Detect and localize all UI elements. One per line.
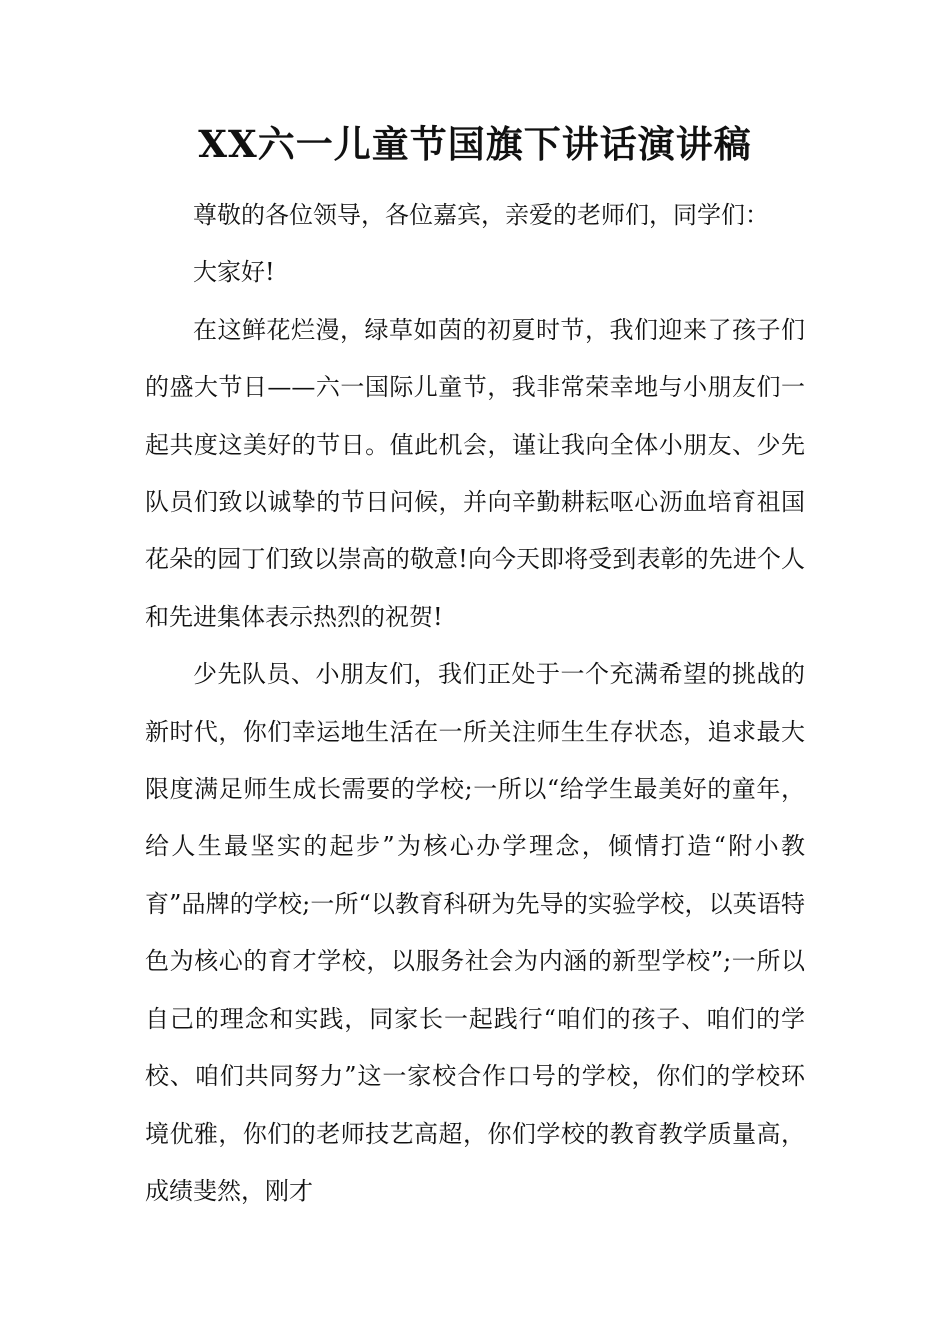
document-body <box>145 187 805 1220</box>
body-paragraph: 少先队员、小朋友们，我们正处于一个充满希望的挑战的新时代，你们幸运地生活在一所关注师生生存状态，追求最大限度满足师生成长需要的学校;一所以“给学生最美好的童年，给人生最坚实的起步”为核心办学理念，倾情打造“附小教育”品牌的学校;一所“以教育科研为先导的实验学校，以英语特色为核心的育才学校，以服务社会为内涵的新型学校”;一所以自己的理念和实践，同家长一起践行“咱们的孩子、咱们的学校、咱们共同努力”这一家校合作口号的学校，你们的学校环境优雅，你们的老师技艺高超，你们学校的教育教学质量高，成绩斐然，刚才 <box>145 660 805 1205</box>
salutation-paragraph: 尊敬的各位领导，各位嘉宾，亲爱的老师们，同学们： <box>193 201 769 229</box>
document-title: XX六一儿童节国旗下讲话演讲稿 <box>198 122 752 166</box>
body-paragraph: 在这鲜花烂漫，绿草如茵的初夏时节，我们迎来了孩子们的盛大节日——六一国际儿童节，我非常荣幸地与小朋友们一起共度这美好的节日。值此机会，谨让我向全体小朋友、少先队员们致以诚挚的节日问候，并向辛勤耕耘呕心沥血培育祖国花朵的园丁们致以崇高的敬意!向今天即将受到表彰的先进个人和先进集体表示热烈的祝贺! <box>145 315 805 631</box>
greeting-paragraph: 大家好! <box>193 258 275 287</box>
